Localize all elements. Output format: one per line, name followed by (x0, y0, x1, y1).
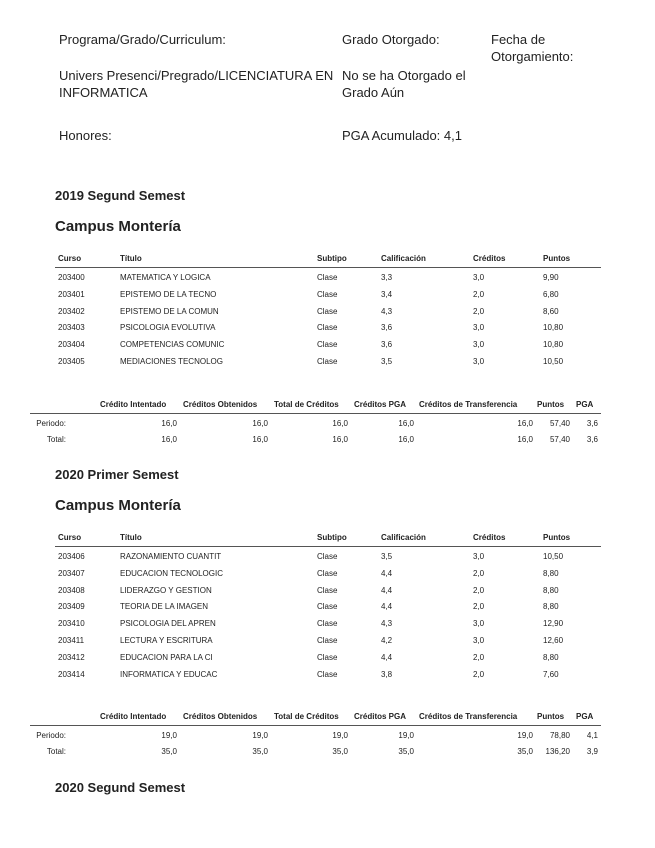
course-cell: Clase (317, 552, 338, 561)
course-cell: Clase (317, 669, 338, 679)
term-title: 2019 Segund Semest (55, 188, 186, 203)
course-cell: 3,0 (473, 323, 485, 333)
course-cell: Clase (317, 323, 338, 333)
course-header-0: Curso (58, 254, 82, 263)
summary-cell: 35,0 (252, 747, 268, 757)
course-header-3: Calificación (381, 533, 426, 542)
course-cell: 12,60 (543, 636, 564, 645)
course-cell: 8,80 (543, 652, 559, 662)
course-cell: 4,4 (381, 652, 393, 662)
campus-title: Campus Montería (55, 218, 181, 235)
summary-header-1: Créditos Obtenidos (183, 399, 258, 409)
course-cell: EDUCACION PARA LA CI (120, 652, 213, 662)
course-cell: 10,80 (543, 340, 564, 350)
summary-header-3: Créditos PGA (354, 399, 407, 409)
course-cell: INFORMATICA Y EDUCAC (120, 669, 218, 679)
summary-cell: 78,80 (549, 731, 570, 741)
summary-row-label: Total: (46, 434, 66, 444)
course-cell: 203412 (58, 652, 85, 662)
course-header-1: Título (120, 254, 142, 263)
summary-cell: 4,1 (586, 731, 598, 741)
course-cell: 8,80 (543, 568, 559, 578)
course-cell: 2,0 (473, 585, 485, 595)
course-cell: 4,4 (381, 585, 393, 595)
programa-value: Univers Presenci/Pregrado/LICENCIATURA EN INFORMATICA (59, 68, 334, 100)
course-cell: 10,50 (543, 357, 564, 366)
summary-header-4: Créditos de Transferencia (419, 712, 518, 722)
course-cell: 10,80 (543, 323, 564, 333)
summary-header-2: Total de Créditos (274, 712, 339, 722)
course-cell: Clase (317, 273, 338, 282)
course-cell: 2,0 (473, 568, 485, 578)
course-cell: 203406 (58, 552, 85, 561)
course-cell: 3,0 (473, 636, 485, 645)
summary-cell: 16,0 (252, 434, 268, 444)
grado-value: No se ha Otorgado el Grado Aún (342, 68, 466, 100)
summary-header-5: Puntos (537, 399, 565, 409)
course-header-rule (55, 546, 601, 547)
course-cell: Clase (317, 340, 338, 350)
course-cell: 3,0 (473, 273, 485, 282)
course-header-4: Créditos (473, 254, 506, 263)
summary-header-rule (30, 725, 601, 726)
course-cell: Clase (317, 636, 338, 645)
course-cell: Clase (317, 568, 338, 578)
course-cell: Clase (317, 357, 338, 366)
course-cell: 8,80 (543, 585, 559, 595)
course-cell: 3,0 (473, 619, 485, 629)
summary-header-rule (30, 413, 601, 414)
course-cell: 4,2 (381, 636, 393, 645)
honores-label: Honores: (59, 128, 112, 143)
course-cell: 3,8 (381, 669, 393, 679)
summary-cell: 19,0 (161, 731, 177, 741)
summary-cell: 16,0 (517, 418, 533, 428)
course-cell: 203408 (58, 585, 85, 595)
course-cell: Clase (317, 306, 338, 316)
campus-title: Campus Montería (55, 497, 181, 514)
course-cell: 3,5 (381, 357, 393, 366)
summary-cell: 19,0 (332, 731, 348, 741)
course-cell: 7,60 (543, 669, 559, 679)
course-cell: 2,0 (473, 306, 485, 316)
programa-label: Programa/Grado/Curriculum: (59, 32, 226, 47)
course-cell: 12,90 (543, 619, 564, 629)
term-title: 2020 Segund Semest (55, 780, 186, 795)
course-header-5: Puntos (543, 254, 571, 263)
course-cell: Clase (317, 652, 338, 662)
course-cell: 8,60 (543, 306, 559, 316)
course-header-1: Título (120, 533, 142, 542)
course-header-5: Puntos (543, 533, 571, 542)
course-cell: COMPETENCIAS COMUNIC (120, 340, 225, 350)
summary-cell: 35,0 (161, 747, 177, 757)
course-cell: LIDERAZGO Y GESTION (120, 585, 212, 595)
course-cell: 4,4 (381, 568, 393, 578)
course-cell: Clase (317, 602, 338, 612)
course-cell: PSICOLOGIA EVOLUTIVA (120, 323, 216, 333)
course-cell: 3,3 (381, 273, 393, 282)
summary-cell: 57,40 (549, 434, 570, 444)
course-cell: 203414 (58, 669, 85, 679)
course-cell: 203400 (58, 273, 85, 282)
course-cell: 3,0 (473, 552, 485, 561)
course-cell: 10,50 (543, 552, 564, 561)
course-cell: 4,4 (381, 602, 393, 612)
summary-cell: 57,40 (549, 418, 570, 428)
summary-cell: 3,6 (586, 434, 598, 444)
summary-cell: 19,0 (252, 731, 268, 741)
summary-header-1: Créditos Obtenidos (183, 712, 258, 722)
course-cell: 203410 (58, 619, 85, 629)
pga-acumulado: PGA Acumulado: 4,1 (342, 128, 462, 143)
summary-cell: 136,20 (545, 747, 570, 757)
course-cell: 6,80 (543, 289, 559, 299)
summary-row-label: Periodo: (36, 418, 66, 428)
course-cell: RAZONAMIENTO CUANTIT (120, 552, 222, 561)
summary-cell: 16,0 (398, 434, 414, 444)
course-cell: 3,0 (473, 357, 485, 366)
course-cell: 3,4 (381, 289, 393, 299)
summary-header-0: Crédito Intentado (100, 399, 167, 409)
course-cell: PSICOLOGIA DEL APREN (120, 619, 216, 629)
summary-header-6: PGA (576, 712, 594, 722)
course-header-2: Subtipo (317, 254, 347, 263)
course-header-3: Calificación (381, 254, 426, 263)
summary-cell: 16,0 (398, 418, 414, 428)
course-cell: 3,6 (381, 340, 393, 350)
summary-cell: 16,0 (252, 418, 268, 428)
course-cell: 2,0 (473, 289, 485, 299)
course-cell: 203404 (58, 340, 85, 350)
course-cell: 2,0 (473, 669, 485, 679)
summary-cell: 19,0 (398, 731, 414, 741)
summary-header-5: Puntos (537, 712, 565, 722)
course-cell: 3,5 (381, 552, 393, 561)
summary-header-2: Total de Créditos (274, 399, 339, 409)
course-cell: 203409 (58, 602, 85, 612)
term-title: 2020 Primer Semest (55, 467, 179, 482)
summary-cell: 19,0 (517, 731, 533, 741)
grado-label: Grado Otorgado: (342, 32, 440, 47)
summary-header-6: PGA (576, 399, 594, 409)
course-cell: 203402 (58, 306, 85, 316)
course-cell: LECTURA Y ESCRITURA (120, 636, 213, 645)
course-header-4: Créditos (473, 533, 506, 542)
course-cell: 203407 (58, 568, 85, 578)
summary-cell: 35,0 (517, 747, 533, 757)
summary-cell: 35,0 (398, 747, 414, 757)
course-cell: 2,0 (473, 652, 485, 662)
summary-cell: 16,0 (332, 434, 348, 444)
course-cell: 203401 (58, 289, 85, 299)
summary-row-label: Periodo: (36, 731, 66, 741)
summary-cell: 16,0 (517, 434, 533, 444)
course-header-rule (55, 267, 601, 268)
course-cell: MEDIACIONES TECNOLOG (120, 357, 223, 366)
fecha-label: Fecha de Otorgamiento: (491, 32, 574, 64)
summary-cell: 35,0 (332, 747, 348, 757)
course-cell: 9,90 (543, 273, 559, 282)
summary-cell: 16,0 (161, 418, 177, 428)
summary-header-0: Crédito Intentado (100, 712, 167, 722)
course-cell: Clase (317, 619, 338, 629)
course-cell: Clase (317, 289, 338, 299)
course-cell: 3,6 (381, 323, 393, 333)
summary-cell: 16,0 (161, 434, 177, 444)
course-cell: Clase (317, 585, 338, 595)
summary-row-label: Total: (46, 747, 66, 757)
course-cell: 203411 (58, 636, 85, 645)
course-cell: 3,0 (473, 340, 485, 350)
summary-cell: 3,9 (586, 747, 598, 757)
course-cell: EPISTEMO DE LA COMUN (120, 306, 219, 316)
summary-cell: 3,6 (586, 418, 598, 428)
course-cell: EPISTEMO DE LA TECNO (120, 289, 217, 299)
course-header-0: Curso (58, 533, 82, 542)
course-cell: EDUCACION TECNOLOGIC (120, 568, 223, 578)
course-cell: 203405 (58, 357, 85, 366)
summary-cell: 16,0 (332, 418, 348, 428)
course-cell: 2,0 (473, 602, 485, 612)
course-cell: 203403 (58, 323, 85, 333)
course-cell: 8,80 (543, 602, 559, 612)
course-header-2: Subtipo (317, 533, 347, 542)
course-cell: 4,3 (381, 619, 393, 629)
summary-header-4: Créditos de Transferencia (419, 399, 518, 409)
summary-header-3: Créditos PGA (354, 712, 407, 722)
course-cell: 4,3 (381, 306, 393, 316)
course-cell: MATEMATICA Y LOGICA (120, 273, 211, 282)
course-cell: TEORIA DE LA IMAGEN (120, 602, 209, 612)
